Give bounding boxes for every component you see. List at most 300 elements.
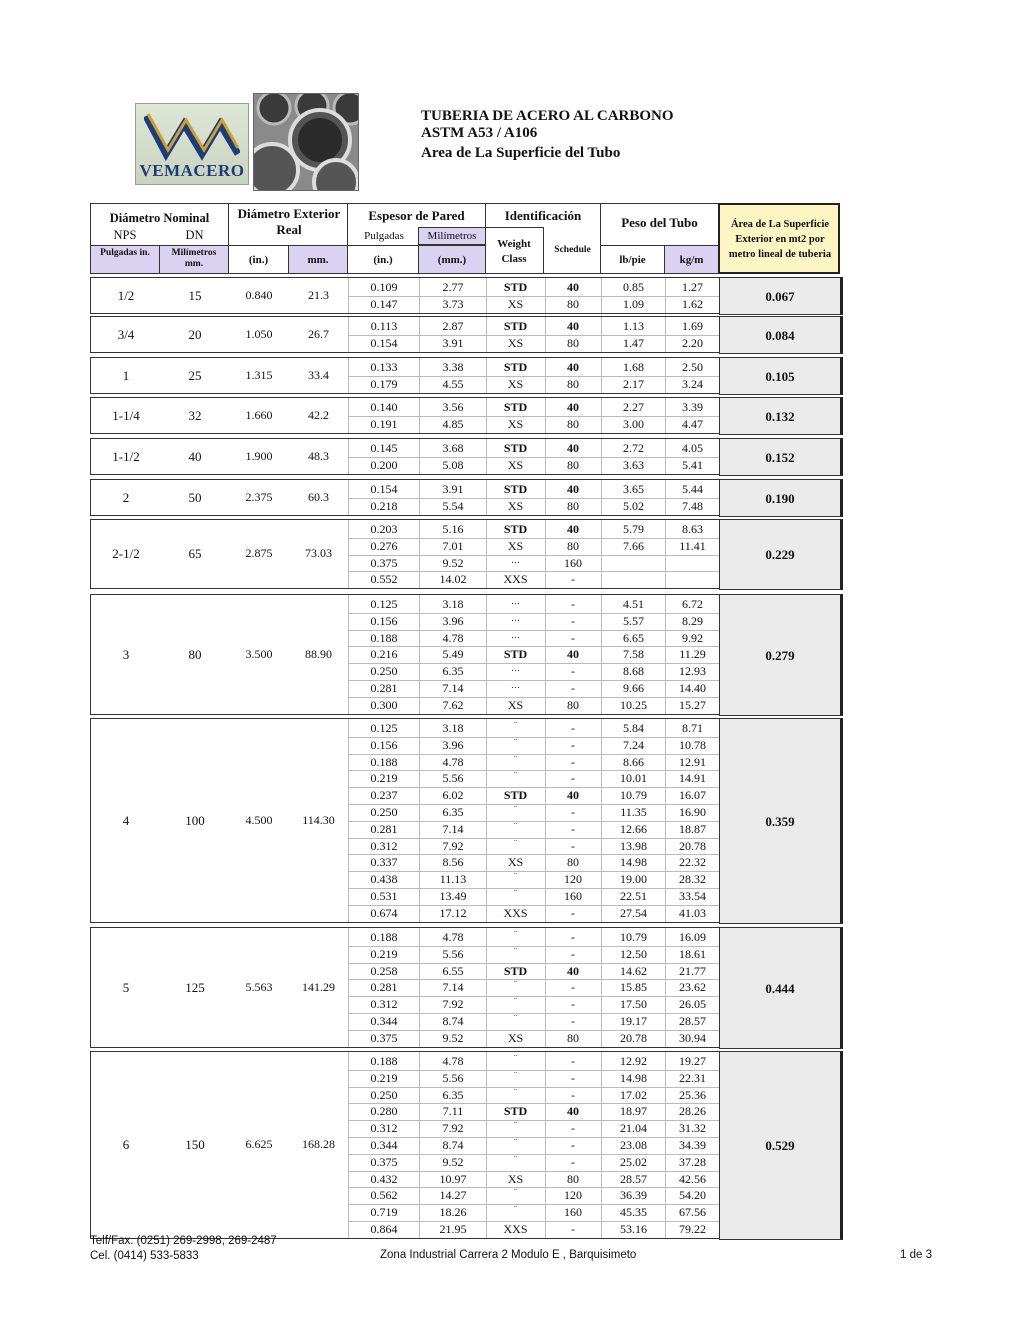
peso-kg-cell xyxy=(665,555,720,572)
peso-kg-cell: 21.77 xyxy=(679,963,706,978)
weight-class-cell: ¨ xyxy=(514,753,517,764)
weight-class-cell: ¨ xyxy=(514,888,517,898)
od-in-value: 6.625 xyxy=(245,1137,273,1151)
espesor-mm-cell: 8.74 xyxy=(442,1014,464,1028)
weight-class-cell: STD xyxy=(503,522,528,536)
schedule-cell: - xyxy=(571,613,575,628)
logo-mark-icon xyxy=(144,110,240,162)
espesor-in-cell: 0.179 xyxy=(370,376,398,391)
table-row xyxy=(91,1070,719,1087)
espesor-mm-cell: 5.54 xyxy=(442,498,464,513)
espesor-mm-cell: 3.56 xyxy=(442,400,464,414)
schedule-cell: - xyxy=(571,664,575,679)
peso-lb-cell xyxy=(601,555,666,572)
weight-class-cell: ¨ xyxy=(514,1013,517,1023)
espesor-mm-cell: 21.95 xyxy=(439,1222,467,1236)
espesor-in-cell: 0.188 xyxy=(370,1054,398,1068)
header-de-mm: mm. xyxy=(307,254,329,266)
schedule-cell: 40 xyxy=(567,319,579,333)
table-row xyxy=(91,1053,719,1070)
dn-value: 65 xyxy=(188,546,202,561)
header-diam-nominal-label: Diámetro Nominal xyxy=(109,211,210,225)
document-title xyxy=(421,108,674,162)
area-value: 0.105 xyxy=(719,357,843,396)
peso-lb-cell: 1.47 xyxy=(623,335,644,350)
weight-class-cell: ¨ xyxy=(514,820,517,831)
weight-class-cell: … xyxy=(511,596,520,606)
peso-lb-cell: 9.66 xyxy=(623,681,644,695)
espesor-mm-cell: 5.16 xyxy=(442,522,464,536)
peso-kg-cell: 11.29 xyxy=(679,647,706,662)
weight-class-cell: XS xyxy=(507,1030,524,1045)
table-row xyxy=(91,946,719,963)
table-row xyxy=(91,538,719,555)
peso-lb-cell: 18.97 xyxy=(620,1104,647,1119)
espesor-mm-cell: 3.38 xyxy=(442,360,464,374)
espesor-in-cell: 0.250 xyxy=(370,1087,398,1102)
peso-lb-cell: 23.08 xyxy=(620,1138,647,1152)
espesor-mm-cell: 8.56 xyxy=(442,855,464,870)
table-row xyxy=(91,1171,719,1188)
weight-class-cell: … xyxy=(511,663,520,674)
od-in-value: 2.375 xyxy=(245,489,273,504)
nps-value: 2 xyxy=(122,489,130,505)
espesor-in-cell: 0.203 xyxy=(370,522,398,536)
dn-value: 32 xyxy=(188,407,202,423)
area-value: 0.067 xyxy=(719,277,843,316)
schedule-cell: 40 xyxy=(567,360,579,374)
peso-kg-cell: 28.57 xyxy=(679,1014,706,1028)
table-row xyxy=(91,359,719,376)
peso-lb-cell: 6.65 xyxy=(623,630,644,645)
weight-class-cell: XS xyxy=(507,335,524,350)
title-line-3: Area de La Superficie del Tubo xyxy=(421,145,621,161)
schedule-cell: - xyxy=(571,821,575,836)
weight-class-cell: ¨ xyxy=(514,996,517,1007)
peso-lb-cell: 0.85 xyxy=(623,280,644,294)
weight-class-cell: STD xyxy=(503,400,528,414)
schedule-cell: 80 xyxy=(567,538,579,553)
peso-kg-cell: 10.78 xyxy=(679,737,706,752)
espesor-in-cell: 0.312 xyxy=(370,997,398,1012)
peso-kg-cell: 1.62 xyxy=(682,296,703,311)
area-value: 0.229 xyxy=(719,519,843,591)
od-in-value: 5.563 xyxy=(245,979,273,994)
peso-kg-cell: 25.36 xyxy=(679,1087,706,1102)
nps-value: 2-1/2 xyxy=(112,546,140,561)
table-row xyxy=(91,596,719,613)
peso-kg-cell: 14.40 xyxy=(679,681,706,695)
table-row xyxy=(91,888,719,905)
peso-lb-cell: 10.01 xyxy=(620,771,647,786)
table-row xyxy=(91,787,719,804)
peso-lb-cell xyxy=(601,571,666,588)
peso-lb-cell: 10.79 xyxy=(620,788,647,803)
espesor-in-cell: 0.188 xyxy=(370,930,398,944)
peso-lb-cell: 13.98 xyxy=(620,838,647,853)
weight-class-cell: XXS xyxy=(503,572,528,587)
peso-kg-cell: 28.26 xyxy=(679,1104,706,1119)
weight-class-cell: XS xyxy=(507,376,524,391)
weight-class-cell: ¨ xyxy=(514,837,517,848)
espesor-in-cell: 0.276 xyxy=(370,538,398,553)
nps-value: 1 xyxy=(122,367,130,383)
weight-class-cell: ¨ xyxy=(514,1053,517,1063)
schedule-cell: - xyxy=(571,946,575,961)
nps-value: 5 xyxy=(122,979,130,995)
schedule-cell: 80 xyxy=(567,376,579,391)
peso-lb-cell: 1.09 xyxy=(623,296,644,311)
espesor-in-cell: 0.188 xyxy=(370,754,398,769)
weight-class-cell: ¨ xyxy=(514,1153,517,1164)
table-row xyxy=(91,571,719,588)
weight-class-cell: ¨ xyxy=(514,871,517,882)
espesor-in-cell: 0.109 xyxy=(370,280,398,294)
weight-class-cell: ¨ xyxy=(514,945,517,956)
espesor-mm-cell: 9.52 xyxy=(442,1154,464,1169)
table-row xyxy=(91,1103,719,1120)
weight-class-cell: STD xyxy=(503,280,528,294)
espesor-in-cell: 0.552 xyxy=(370,572,398,587)
schedule-cell: - xyxy=(571,737,575,752)
table-row xyxy=(91,1204,719,1221)
peso-lb-cell: 22.51 xyxy=(620,889,647,903)
od-mm-value: 33.4 xyxy=(308,367,329,382)
area-value: 0.152 xyxy=(719,438,843,477)
peso-lb-cell: 5.02 xyxy=(623,498,644,513)
schedule-cell: 40 xyxy=(567,522,579,536)
peso-kg-cell: 5.44 xyxy=(682,482,703,496)
peso-kg-cell: 3.39 xyxy=(682,400,703,414)
peso-kg-cell: 67.56 xyxy=(679,1205,706,1220)
schedule-cell: 80 xyxy=(567,296,579,311)
peso-lb-cell: 27.54 xyxy=(620,905,647,920)
schedule-cell: 80 xyxy=(567,855,579,870)
pipe-group-1-2 xyxy=(90,277,842,314)
weight-class-cell: STD xyxy=(503,647,528,662)
schedule-cell: - xyxy=(571,681,575,695)
schedule-cell: 160 xyxy=(564,889,582,903)
peso-kg-cell: 79.22 xyxy=(679,1222,706,1236)
schedule-cell: - xyxy=(571,1087,575,1102)
nps-value: 1/2 xyxy=(117,287,135,303)
pipe-group-4 xyxy=(90,718,842,923)
peso-kg-cell: 2.50 xyxy=(682,360,703,374)
weight-class-cell: XS xyxy=(507,498,524,513)
peso-kg-cell: 37.28 xyxy=(679,1154,706,1169)
weight-class-cell: ¨ xyxy=(514,1137,517,1147)
nps-value: 6 xyxy=(122,1137,130,1152)
espesor-mm-cell: 5.56 xyxy=(442,946,464,961)
peso-kg-cell: 7.48 xyxy=(682,498,703,513)
header-esp-milimetros: Milímetros xyxy=(427,230,477,242)
weight-class-cell: STD xyxy=(503,788,528,803)
peso-lb-cell: 17.02 xyxy=(620,1087,647,1102)
peso-kg-cell: 16.07 xyxy=(679,788,706,803)
peso-kg-cell: 14.91 xyxy=(679,771,706,786)
peso-kg-cell: 54.20 xyxy=(679,1188,706,1203)
peso-lb-cell: 2.27 xyxy=(623,400,644,414)
espesor-mm-cell: 7.62 xyxy=(442,697,464,712)
dn-value: 40 xyxy=(188,448,202,464)
header-esp-pulgadas: Pulgadas xyxy=(364,230,404,242)
schedule-cell: 160 xyxy=(564,555,582,570)
od-mm-value: 60.3 xyxy=(308,489,329,504)
peso-kg-cell: 2.20 xyxy=(682,335,703,350)
espesor-in-cell: 0.125 xyxy=(370,721,398,735)
pipe-group-2 xyxy=(90,479,842,516)
header-dn: DN xyxy=(185,228,204,242)
dn-value: 50 xyxy=(188,489,202,505)
peso-kg-cell: 1.27 xyxy=(682,280,703,294)
weight-class-cell: … xyxy=(511,554,520,565)
peso-kg-cell: 33.54 xyxy=(679,889,706,903)
schedule-cell: - xyxy=(571,805,575,819)
peso-kg-cell: 31.32 xyxy=(679,1121,706,1136)
weight-class-cell: STD xyxy=(503,360,528,374)
peso-kg-cell: 41.03 xyxy=(679,905,706,920)
header-nps: NPS xyxy=(113,228,137,242)
od-in-value: 0.840 xyxy=(245,287,273,302)
peso-lb-cell: 1.13 xyxy=(623,319,644,333)
espesor-mm-cell: 7.92 xyxy=(442,838,464,853)
table-header xyxy=(90,203,840,274)
table-row xyxy=(91,335,719,352)
peso-kg-cell: 4.05 xyxy=(682,441,703,455)
table-row xyxy=(91,720,719,737)
espesor-mm-cell: 8.74 xyxy=(442,1138,464,1152)
espesor-in-cell: 0.281 xyxy=(370,681,398,695)
espesor-in-cell: 0.250 xyxy=(370,664,398,679)
dn-value: 100 xyxy=(185,812,205,828)
weight-class-cell: ¨ xyxy=(514,1120,517,1131)
espesor-mm-cell: 17.12 xyxy=(439,905,467,920)
peso-lb-cell: 4.51 xyxy=(623,597,644,611)
espesor-in-cell: 0.219 xyxy=(370,771,398,786)
dn-value: 25 xyxy=(188,367,202,383)
table-row xyxy=(91,457,719,474)
od-mm-value: 168.28 xyxy=(302,1137,335,1151)
schedule-cell: - xyxy=(571,1154,575,1169)
espesor-in-cell: 0.375 xyxy=(370,1154,398,1169)
header-pulgadas-in: Pulgadas in. xyxy=(100,248,150,258)
pipe-group-6 xyxy=(90,1051,842,1239)
dn-value: 20 xyxy=(188,326,202,342)
schedule-cell: - xyxy=(571,1014,575,1028)
peso-lb-cell: 2.17 xyxy=(623,376,644,391)
espesor-mm-cell: 3.91 xyxy=(442,335,464,350)
footer-page: 1 de 3 xyxy=(900,1249,932,1261)
schedule-cell: 40 xyxy=(567,1104,579,1119)
weight-class-cell: XS xyxy=(507,855,524,870)
peso-kg-cell xyxy=(665,571,720,588)
espesor-in-cell: 0.113 xyxy=(370,319,398,333)
espesor-in-cell: 0.216 xyxy=(370,647,398,662)
schedule-cell: - xyxy=(571,1054,575,1068)
peso-lb-cell: 10.25 xyxy=(620,697,647,712)
espesor-mm-cell: 5.56 xyxy=(442,1070,464,1085)
schedule-cell: 120 xyxy=(564,1188,582,1203)
od-mm-value: 21.3 xyxy=(308,287,329,302)
table-row xyxy=(91,416,719,433)
peso-kg-cell: 15.27 xyxy=(679,697,706,712)
dn-value: 150 xyxy=(185,1137,205,1152)
peso-lb-cell: 53.16 xyxy=(620,1222,647,1236)
espesor-mm-cell: 3.96 xyxy=(442,737,464,752)
schedule-cell: 40 xyxy=(567,963,579,978)
pipe-group-1-1-4 xyxy=(90,397,842,434)
od-in-value: 1.315 xyxy=(245,367,273,382)
espesor-in-cell: 0.438 xyxy=(370,872,398,887)
table-row xyxy=(91,996,719,1013)
espesor-mm-cell: 4.78 xyxy=(442,1054,464,1068)
table-row xyxy=(91,613,719,630)
area-value: 0.132 xyxy=(719,397,843,436)
table-row xyxy=(91,481,719,498)
espesor-in-cell: 0.154 xyxy=(370,335,398,350)
espesor-mm-cell: 18.26 xyxy=(439,1205,467,1220)
pipe-group-1 xyxy=(90,357,842,394)
peso-kg-cell: 18.87 xyxy=(679,821,706,836)
espesor-in-cell: 0.375 xyxy=(370,555,398,570)
espesor-in-cell: 0.281 xyxy=(370,980,398,995)
header-esp-in: (in.) xyxy=(373,254,393,266)
weight-class-cell: STD xyxy=(503,963,528,978)
table-row xyxy=(91,1187,719,1204)
espesor-mm-cell: 3.18 xyxy=(442,597,464,611)
espesor-in-cell: 0.344 xyxy=(370,1014,398,1028)
espesor-in-cell: 0.312 xyxy=(370,838,398,853)
peso-lb-cell: 2.72 xyxy=(623,441,644,455)
weight-class-cell: XXS xyxy=(503,1222,528,1236)
peso-lb-cell: 5.57 xyxy=(623,613,644,628)
title-line-1: TUBERIA DE ACERO AL CARBONO xyxy=(421,108,674,124)
espesor-in-cell: 0.281 xyxy=(370,821,398,836)
od-in-value: 1.660 xyxy=(245,407,273,422)
od-mm-value: 141.29 xyxy=(302,979,335,994)
espesor-mm-cell: 4.55 xyxy=(442,376,464,391)
peso-lb-cell: 28.57 xyxy=(620,1171,647,1186)
weight-class-cell: STD xyxy=(503,319,528,333)
espesor-mm-cell: 7.14 xyxy=(442,980,464,995)
header-kg-m: kg/m xyxy=(679,254,704,266)
table-row xyxy=(91,979,719,996)
espesor-in-cell: 0.219 xyxy=(370,1070,398,1085)
nps-value: 3 xyxy=(122,646,130,662)
od-mm-value: 88.90 xyxy=(305,646,332,661)
weight-class-cell: XS xyxy=(507,697,524,712)
schedule-cell: - xyxy=(571,997,575,1012)
espesor-mm-cell: 5.08 xyxy=(442,457,464,472)
od-in-value: 1.050 xyxy=(245,326,273,341)
weight-class-cell: STD xyxy=(503,441,528,455)
weight-class-cell: ¨ xyxy=(514,770,517,781)
espesor-in-cell: 0.191 xyxy=(370,416,398,431)
table-row xyxy=(91,1030,719,1047)
schedule-cell: 80 xyxy=(567,1030,579,1045)
table-row xyxy=(91,630,719,647)
peso-lb-cell: 8.66 xyxy=(623,754,644,769)
peso-lb-cell: 36.39 xyxy=(620,1188,647,1203)
schedule-cell: 40 xyxy=(567,647,579,662)
schedule-cell: 40 xyxy=(567,788,579,803)
espesor-mm-cell: 6.55 xyxy=(442,963,464,978)
od-in-value: 1.900 xyxy=(245,448,273,463)
table-row xyxy=(91,646,719,663)
espesor-mm-cell: 2.87 xyxy=(442,319,464,333)
table-row xyxy=(91,737,719,754)
peso-kg-cell: 12.93 xyxy=(679,664,706,679)
peso-kg-cell: 23.62 xyxy=(679,980,706,995)
peso-lb-cell: 19.17 xyxy=(620,1014,647,1028)
espesor-mm-cell: 9.52 xyxy=(442,1030,464,1045)
table-row xyxy=(91,399,719,416)
peso-kg-cell: 12.91 xyxy=(679,754,706,769)
schedule-cell: - xyxy=(571,1121,575,1136)
pipe-group-2-1-2 xyxy=(90,519,842,589)
peso-lb-cell: 7.24 xyxy=(623,737,644,752)
weight-class-cell: … xyxy=(511,680,520,690)
table-row xyxy=(91,871,719,888)
schedule-cell: - xyxy=(571,771,575,786)
table-row xyxy=(91,963,719,980)
schedule-cell: - xyxy=(571,905,575,920)
espesor-in-cell: 0.432 xyxy=(370,1171,398,1186)
area-value: 0.444 xyxy=(719,927,843,1050)
espesor-in-cell: 0.156 xyxy=(370,613,398,628)
peso-lb-cell: 14.62 xyxy=(620,963,647,978)
table-row xyxy=(91,1013,719,1030)
header-espesor-label: Espesor de Pared xyxy=(368,208,465,223)
peso-lb-cell: 5.79 xyxy=(623,522,644,536)
espesor-mm-cell: 4.78 xyxy=(442,754,464,769)
schedule-cell: 80 xyxy=(567,697,579,712)
weight-class-cell: XS xyxy=(507,1171,524,1186)
nps-value: 1-1/2 xyxy=(112,448,140,464)
peso-kg-cell: 34.39 xyxy=(679,1138,706,1152)
peso-lb-cell: 17.50 xyxy=(620,997,647,1012)
peso-lb-cell: 21.04 xyxy=(620,1121,647,1136)
espesor-in-cell: 0.258 xyxy=(370,963,398,978)
schedule-cell: - xyxy=(571,721,575,735)
espesor-in-cell: 0.375 xyxy=(370,1030,398,1045)
peso-lb-cell: 11.35 xyxy=(620,805,647,819)
peso-kg-cell: 18.61 xyxy=(679,946,706,961)
peso-kg-cell: 5.41 xyxy=(682,457,703,472)
weight-class-cell: STD xyxy=(503,482,528,496)
peso-kg-cell: 8.29 xyxy=(682,613,703,628)
espesor-mm-cell: 9.52 xyxy=(442,555,464,570)
schedule-cell: 80 xyxy=(567,457,579,472)
espesor-mm-cell: 14.02 xyxy=(439,572,467,587)
espesor-mm-cell: 7.92 xyxy=(442,997,464,1012)
espesor-mm-cell: 11.13 xyxy=(439,872,467,887)
peso-lb-cell: 7.58 xyxy=(623,647,644,662)
peso-kg-cell: 4.47 xyxy=(682,416,703,431)
area-value: 0.359 xyxy=(719,718,843,925)
dn-value: 80 xyxy=(188,646,202,662)
peso-kg-cell: 11.41 xyxy=(679,538,706,553)
peso-lb-cell: 3.00 xyxy=(623,416,644,431)
logo-text: VEMACERO xyxy=(139,161,245,180)
espesor-in-cell: 0.218 xyxy=(370,498,398,513)
espesor-mm-cell: 3.68 xyxy=(442,441,464,455)
peso-kg-cell: 19.27 xyxy=(679,1054,706,1068)
espesor-in-cell: 0.719 xyxy=(370,1205,398,1220)
espesor-in-cell: 0.200 xyxy=(370,457,398,472)
espesor-mm-cell: 7.92 xyxy=(442,1121,464,1136)
espesor-mm-cell: 6.35 xyxy=(442,1087,464,1102)
